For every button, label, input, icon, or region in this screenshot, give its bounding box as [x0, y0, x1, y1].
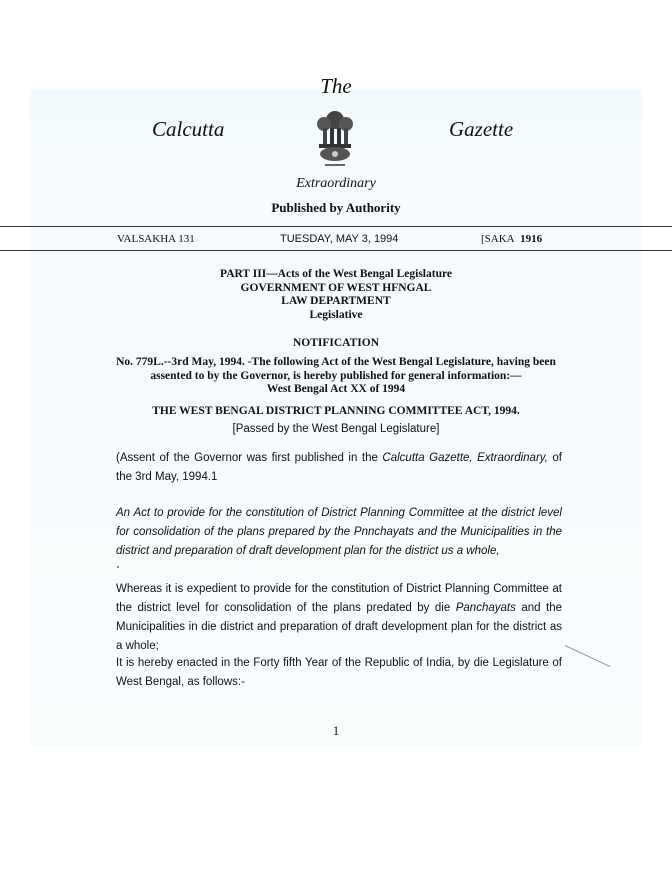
issue-date: TUESDAY, MAY 3, 1994: [280, 233, 399, 245]
act-number: West Bengal Act XX of 1994: [266, 383, 406, 395]
masthead-calcutta: Calcutta: [152, 117, 225, 141]
department-title: LAW DEPARTMENT: [281, 295, 391, 307]
part-title: PART III—Acts of the West Bengal Legislature: [220, 268, 452, 280]
valsakha-label: VALSAKHA 131: [117, 233, 195, 245]
whereas-paragraph: Whereas it is expedient to provide for the constitution of District Planning Committee at the district level for consolidation of the plans predated by die Panchayats and the Municipalities in die district and preparation of draft development plan for the district as a whole;: [116, 583, 562, 652]
part-heading: [0, 268, 672, 322]
masthead-the: The: [320, 74, 352, 98]
notification-body: [110, 356, 562, 397]
bottom-rule: [0, 250, 672, 251]
masthead-gazette: Gazette: [449, 117, 514, 141]
government-title: GOVERNMENT OF WEST HFNGAL: [240, 281, 432, 294]
published-by-authority: Published by Authority: [271, 200, 401, 215]
saka-date: [SAKA 1916: [481, 233, 543, 245]
page-number: 1: [332, 723, 340, 738]
section-title: Legislative: [309, 308, 363, 321]
long-title-paragraph: An Act to provide for the constitution of District Planning Committee at the district level for consolidation of the plans prepared by the Pnnchayats and the Municipalities in the district and preparation of draft development plan for the district us a whole,: [116, 507, 562, 557]
notification-text: No. 779L.--3rd May, 1994. -The following Act of the West Bengal Legislature, having been assented to by the Governor, is hereby published for general information:—: [116, 356, 556, 382]
national-emblem-icon: [310, 108, 360, 170]
passed-note: [Passed by the West Bengal Legislature]: [232, 423, 440, 435]
notification-title: NOTIFICATION: [292, 337, 380, 349]
stray-mark: [117, 566, 119, 568]
top-rule: [0, 226, 672, 227]
act-title: THE WEST BENGAL DISTRICT PLANNING COMMITTEE ACT, 1994.: [152, 405, 520, 417]
assent-paragraph: (Assent of the Governor was first published in the Calcutta Gazette, Extraordinary, of the 3rd May, 1994.1: [116, 452, 562, 483]
enactment-paragraph: It is hereby enacted in the Forty fifth Year of the Republic of India, by die Legislature of West Bengal, as follows:-: [116, 657, 562, 688]
extraordinary-label: Extraordinary: [296, 176, 376, 191]
